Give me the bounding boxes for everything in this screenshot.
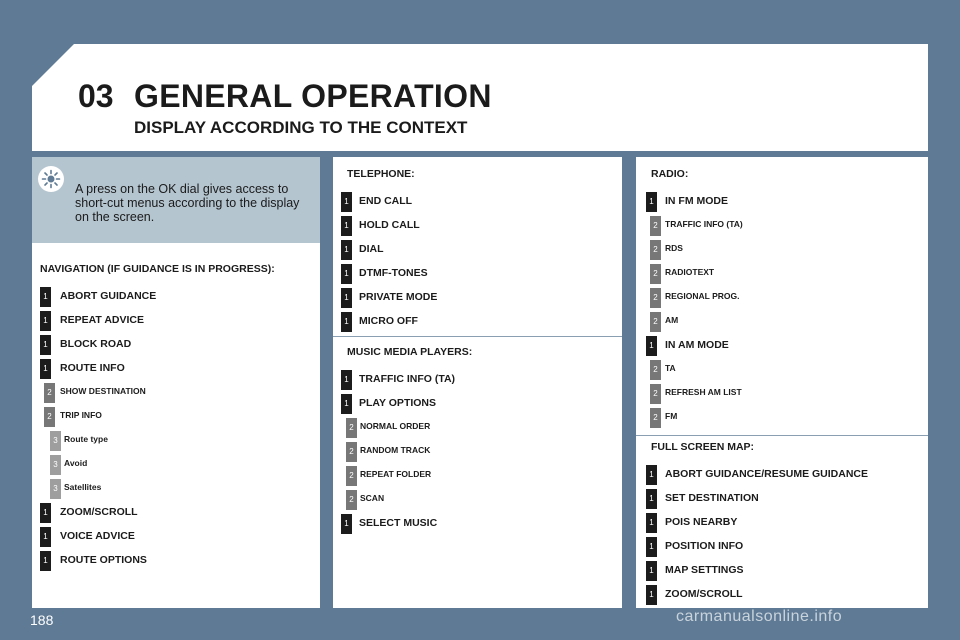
menu-item-row xyxy=(646,360,924,380)
level-badge: 1 xyxy=(646,489,657,509)
chapter-number: 03 xyxy=(78,78,114,114)
level-badge: 1 xyxy=(341,240,352,260)
menu-item-label: BLOCK ROAD xyxy=(60,338,132,350)
menu-item-row xyxy=(646,192,924,212)
telephone-section-title: TELEPHONE: xyxy=(347,168,415,180)
level-badge: 2 xyxy=(650,360,661,380)
menu-item-label: ROUTE OPTIONS xyxy=(60,554,147,566)
menu-item-row xyxy=(646,561,924,581)
level-badge: 1 xyxy=(40,503,51,523)
menu-item-row xyxy=(341,288,616,308)
menu-item-label: RADIOTEXT xyxy=(665,267,715,277)
menu-item-label: HOLD CALL xyxy=(359,219,420,231)
menu-item-row xyxy=(341,514,616,534)
level-badge: 2 xyxy=(650,240,661,260)
section-divider xyxy=(333,336,622,337)
menu-item-label: END CALL xyxy=(359,195,413,207)
menu-item-label: DIAL xyxy=(359,243,384,255)
menu-item-row xyxy=(646,513,924,533)
menu-item-row xyxy=(646,489,924,509)
menu-item-label: ZOOM/SCROLL xyxy=(60,506,138,518)
sun-icon xyxy=(38,166,64,192)
menu-item-row xyxy=(40,455,315,475)
menu-item-row xyxy=(341,216,616,236)
menu-item-label: RDS xyxy=(665,243,683,253)
menu-item-row xyxy=(341,240,616,260)
navigation-section-title: NAVIGATION (IF GUIDANCE IS IN PROGRESS): xyxy=(40,263,275,275)
level-badge: 1 xyxy=(341,288,352,308)
level-badge: 2 xyxy=(346,490,357,510)
menu-item-label: MICRO OFF xyxy=(359,315,418,327)
level-badge: 1 xyxy=(40,287,51,307)
menu-item-row xyxy=(40,407,315,427)
menu-item-row xyxy=(646,336,924,356)
menu-item-row xyxy=(341,466,616,486)
music-section-title: MUSIC MEDIA PLAYERS: xyxy=(347,346,473,358)
menu-item-label: TA xyxy=(665,363,676,373)
level-badge: 1 xyxy=(646,513,657,533)
menu-item-row xyxy=(40,287,315,307)
menu-item-row xyxy=(646,408,924,428)
menu-item-row xyxy=(341,312,616,332)
level-badge: 1 xyxy=(341,370,352,390)
menu-item-row xyxy=(646,288,924,308)
menu-item-label: NORMAL ORDER xyxy=(360,421,431,431)
menu-item-label: DTMF-TONES xyxy=(359,267,428,279)
radio-section-title: RADIO: xyxy=(651,168,689,180)
fullscreen-map-section-title: FULL SCREEN MAP: xyxy=(651,441,755,453)
menu-item-label: POIS NEARBY xyxy=(665,516,738,528)
menu-item-label: ABORT GUIDANCE/RESUME GUIDANCE xyxy=(665,468,869,480)
section-divider xyxy=(636,435,928,436)
level-badge: 1 xyxy=(646,192,657,212)
level-badge: 1 xyxy=(341,216,352,236)
level-badge: 1 xyxy=(646,336,657,356)
menu-item-label: IN AM MODE xyxy=(665,339,729,351)
menu-item-label: PLAY OPTIONS xyxy=(359,397,437,409)
level-badge: 2 xyxy=(650,264,661,284)
menu-item-label: REPEAT ADVICE xyxy=(60,314,145,326)
menu-item-label: IN FM MODE xyxy=(665,195,728,207)
level-badge: 2 xyxy=(44,383,55,403)
menu-item-label: ZOOM/SCROLL xyxy=(665,588,743,600)
menu-item-row xyxy=(40,383,315,403)
menu-item-label: FM xyxy=(665,411,678,421)
level-badge: 3 xyxy=(50,479,61,499)
menu-item-label: VOICE ADVICE xyxy=(60,530,135,542)
menu-item-label: Route type xyxy=(64,434,108,444)
menu-item-label: TRIP INFO xyxy=(60,410,102,420)
menu-item-label: Satellites xyxy=(64,482,102,492)
menu-item-row xyxy=(341,264,616,284)
level-badge: 3 xyxy=(50,455,61,475)
watermark: carmanualsonline.info xyxy=(676,608,843,625)
menu-item-label: REPEAT FOLDER xyxy=(360,469,432,479)
menu-item-label: MAP SETTINGS xyxy=(665,564,744,576)
menu-item-label: TRAFFIC INFO (TA) xyxy=(359,373,456,385)
menu-item-row xyxy=(40,527,315,547)
menu-item-label: SCAN xyxy=(360,493,385,503)
level-badge: 2 xyxy=(650,408,661,428)
level-badge: 1 xyxy=(646,585,657,605)
menu-item-row xyxy=(341,490,616,510)
menu-item-row xyxy=(646,537,924,557)
level-badge: 2 xyxy=(346,418,357,438)
level-badge: 1 xyxy=(646,561,657,581)
level-badge: 2 xyxy=(650,384,661,404)
menu-item-row xyxy=(40,431,315,451)
menu-item-label: AM xyxy=(665,315,679,325)
menu-item-label: SHOW DESTINATION xyxy=(60,386,146,396)
menu-item-row xyxy=(40,311,315,331)
level-badge: 2 xyxy=(44,407,55,427)
menu-item-label: REFRESH AM LIST xyxy=(665,387,742,397)
menu-item-label: PRIVATE MODE xyxy=(359,291,438,303)
menu-item-row xyxy=(341,192,616,212)
menu-item-row xyxy=(341,394,616,414)
level-badge: 1 xyxy=(646,537,657,557)
level-badge: 1 xyxy=(341,312,352,332)
menu-item-row xyxy=(646,264,924,284)
level-badge: 1 xyxy=(40,359,51,379)
menu-item-label: SET DESTINATION xyxy=(665,492,759,504)
page-subtitle: DISPLAY ACCORDING TO THE CONTEXT xyxy=(134,118,468,137)
menu-item-row xyxy=(646,384,924,404)
menu-item-label: TRAFFIC INFO (TA) xyxy=(665,219,743,229)
menu-item-label: Avoid xyxy=(64,458,88,468)
level-badge: 1 xyxy=(341,264,352,284)
menu-item-row xyxy=(341,442,616,462)
level-badge: 3 xyxy=(50,431,61,451)
menu-item-row xyxy=(646,240,924,260)
menu-item-row xyxy=(40,551,315,571)
menu-item-row xyxy=(646,585,924,605)
level-badge: 2 xyxy=(650,288,661,308)
page-title: GENERAL OPERATION xyxy=(134,78,492,114)
level-badge: 1 xyxy=(341,192,352,212)
tip-text: A press on the OK dial gives access to short-cut menus according to the display on the screen. xyxy=(75,182,300,224)
menu-item-label: RANDOM TRACK xyxy=(360,445,431,455)
menu-item-row xyxy=(40,479,315,499)
level-badge: 2 xyxy=(650,312,661,332)
menu-item-row xyxy=(646,312,924,332)
menu-item-label: POSITION INFO xyxy=(665,540,744,552)
menu-item-row xyxy=(40,335,315,355)
level-badge: 2 xyxy=(346,466,357,486)
menu-item-label: ABORT GUIDANCE xyxy=(60,290,157,302)
menu-item-label: REGIONAL PROG. xyxy=(665,291,740,301)
menu-item-label: ROUTE INFO xyxy=(60,362,125,374)
level-badge: 1 xyxy=(40,335,51,355)
menu-item-row xyxy=(40,359,315,379)
menu-item-label: SELECT MUSIC xyxy=(359,517,438,529)
menu-item-row xyxy=(646,216,924,236)
level-badge: 1 xyxy=(40,527,51,547)
level-badge: 1 xyxy=(341,394,352,414)
level-badge: 1 xyxy=(646,465,657,485)
level-badge: 1 xyxy=(40,311,51,331)
menu-item-row xyxy=(341,370,616,390)
menu-item-row xyxy=(341,418,616,438)
level-badge: 1 xyxy=(40,551,51,571)
page-number: 188 xyxy=(30,612,54,628)
level-badge: 1 xyxy=(341,514,352,534)
menu-item-row xyxy=(646,465,924,485)
level-badge: 2 xyxy=(346,442,357,462)
menu-item-row xyxy=(40,503,315,523)
level-badge: 2 xyxy=(650,216,661,236)
